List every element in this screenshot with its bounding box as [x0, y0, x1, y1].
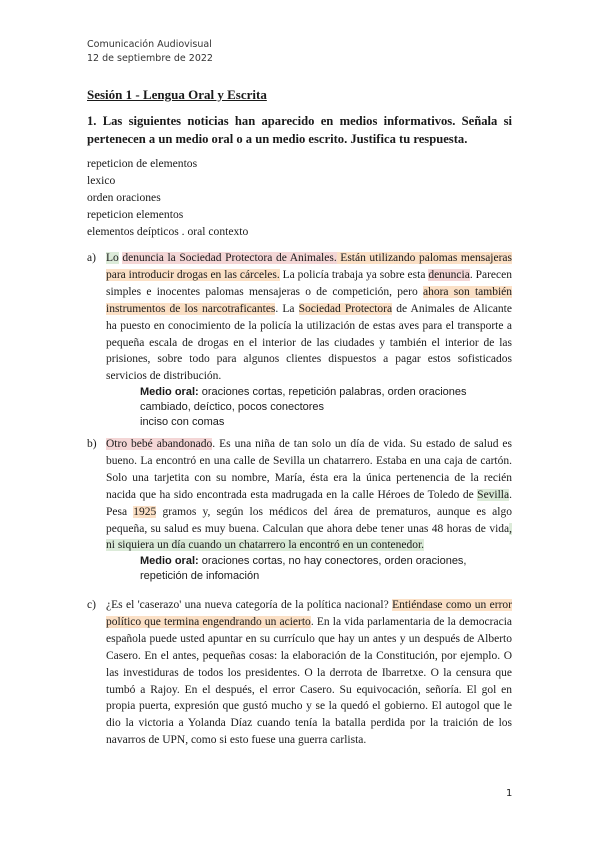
news-item-a [87, 250, 512, 430]
highlight: denuncia la Sociedad Protectora de Animales [122, 252, 334, 264]
document-date: 12 de septiembre de 2022 [87, 53, 213, 64]
highlight: Otro bebé abandonado [106, 438, 213, 450]
text-run: La policía trabaja ya sobre esta [279, 268, 429, 281]
annotation [140, 554, 512, 584]
note-line: orden oraciones [87, 191, 161, 204]
text-run: . En la vida parlamentaria de la democracia española puede usted apuntar en su currículo que hay un antes y un después de Alberto Casero. En el antes, pequeñas cosas: la elaboración de la Constitución, por ejemplo. O las investiduras de todos los presidentes. O la derrota de Ibarretxe. O la censura que tumbó a Rajoy. En el después, el error Casero. Su equivocación, señoría. El gol en propia puerta, expresión que gustó mucho y se la quedó el gobierno. El autogol que le dio la victoria a Yolanda Díaz cuando tenía la batalla perdida por la traición de los navarros de UPN, como si esto fuese una guerra carlista. [106, 615, 512, 747]
text-run: ¿Es el 'caserazo' una nueva categoría de la política nacional? [106, 599, 393, 611]
news-item-b [87, 436, 512, 584]
item-letter: a) [87, 252, 96, 264]
highlight: Sociedad Protectora [298, 302, 393, 315]
item-text [106, 597, 512, 749]
annotation-label: Medio oral: [140, 386, 199, 399]
note-line: repeticion elementos [87, 208, 184, 221]
highlight: Lo [106, 252, 119, 264]
annotation-label: Medio oral: [140, 555, 199, 568]
highlight: denuncia [428, 268, 470, 281]
highlight: ahora son también instrumentos de los narcotraficantes [106, 285, 512, 315]
text-run: . La [275, 302, 299, 315]
highlight: , ni siquiera un día cuando un chatarrero la encontró en un contenedor. [106, 522, 512, 552]
item-letter: c) [87, 599, 96, 611]
text-run: . Parecen simples e inocentes palomas mensajeras o de competición, pero [106, 268, 512, 298]
page-header [87, 38, 213, 66]
text-run: de Animales de Alicante ha puesto en conocimiento de la policía la utilización de estas aves para el transporte a pequeña escala de drogas en el interior de las ciudades y también el interior de las prisiones, sobre todo para algunos clientes dispuestos a pagar estos sofisticados servicios de distribución. [106, 302, 512, 383]
note-line: lexico [87, 174, 116, 187]
session-title: Sesión 1 - Lengua Oral y Escrita [87, 87, 267, 102]
text-run: . Es una niña de tan solo un día de vida. Su estado de salud es bueno. La encontró en una calle de Sevilla un chatarrero. Estaba en una caja de cartón. Solo una tarjetita con su nombre, María, ésta era la única pertenencia de la recién nacida que ha sido encontrada esta madrugada en la calle Héroes de Toledo de [106, 438, 512, 501]
handwritten-notes [87, 155, 248, 240]
annotation-text: oraciones cortas, repetición palabras, orden oraciones cambiado, deíctico, pocos conectores [140, 386, 467, 414]
highlight: Entiéndase como un error político que termina engendrando un acierto [106, 599, 512, 628]
text-run: gramos y, según los médicos del área de prematuros, aunque es algo pequeña, su salud es muy buena. Calculan que ahora debe tener unas 48 horas de vida [106, 505, 512, 535]
annotation-extra: inciso con comas [140, 416, 225, 429]
exercise-instruction: 1. Las siguientes noticias han aparecido en medios informativos. Señala si pertenecen a un medio oral o a un medio escrito. Justifica tu respuesta. [87, 114, 512, 146]
item-text [106, 436, 512, 554]
text-run: . Pesa [106, 488, 512, 518]
annotation [140, 385, 512, 415]
item-letter: b) [87, 438, 97, 450]
item-text [106, 250, 512, 385]
highlight: Están utilizando palomas mensajeras para introducir drogas en las cárceles. [106, 252, 513, 281]
news-item-c [87, 597, 512, 749]
note-line: repeticion de elementos [87, 157, 198, 170]
highlight: 1925 [133, 505, 157, 518]
highlight: Sevilla [477, 488, 510, 501]
note-line: elementos deípticos . oral contexto [87, 225, 249, 238]
annotation-text: oraciones cortas, no hay conectores, orden oraciones, repetición de infomación [140, 555, 467, 583]
course-name: Comunicación Audiovisual [87, 39, 212, 50]
highlight: . [333, 252, 337, 264]
page-number: 1 [506, 788, 513, 799]
